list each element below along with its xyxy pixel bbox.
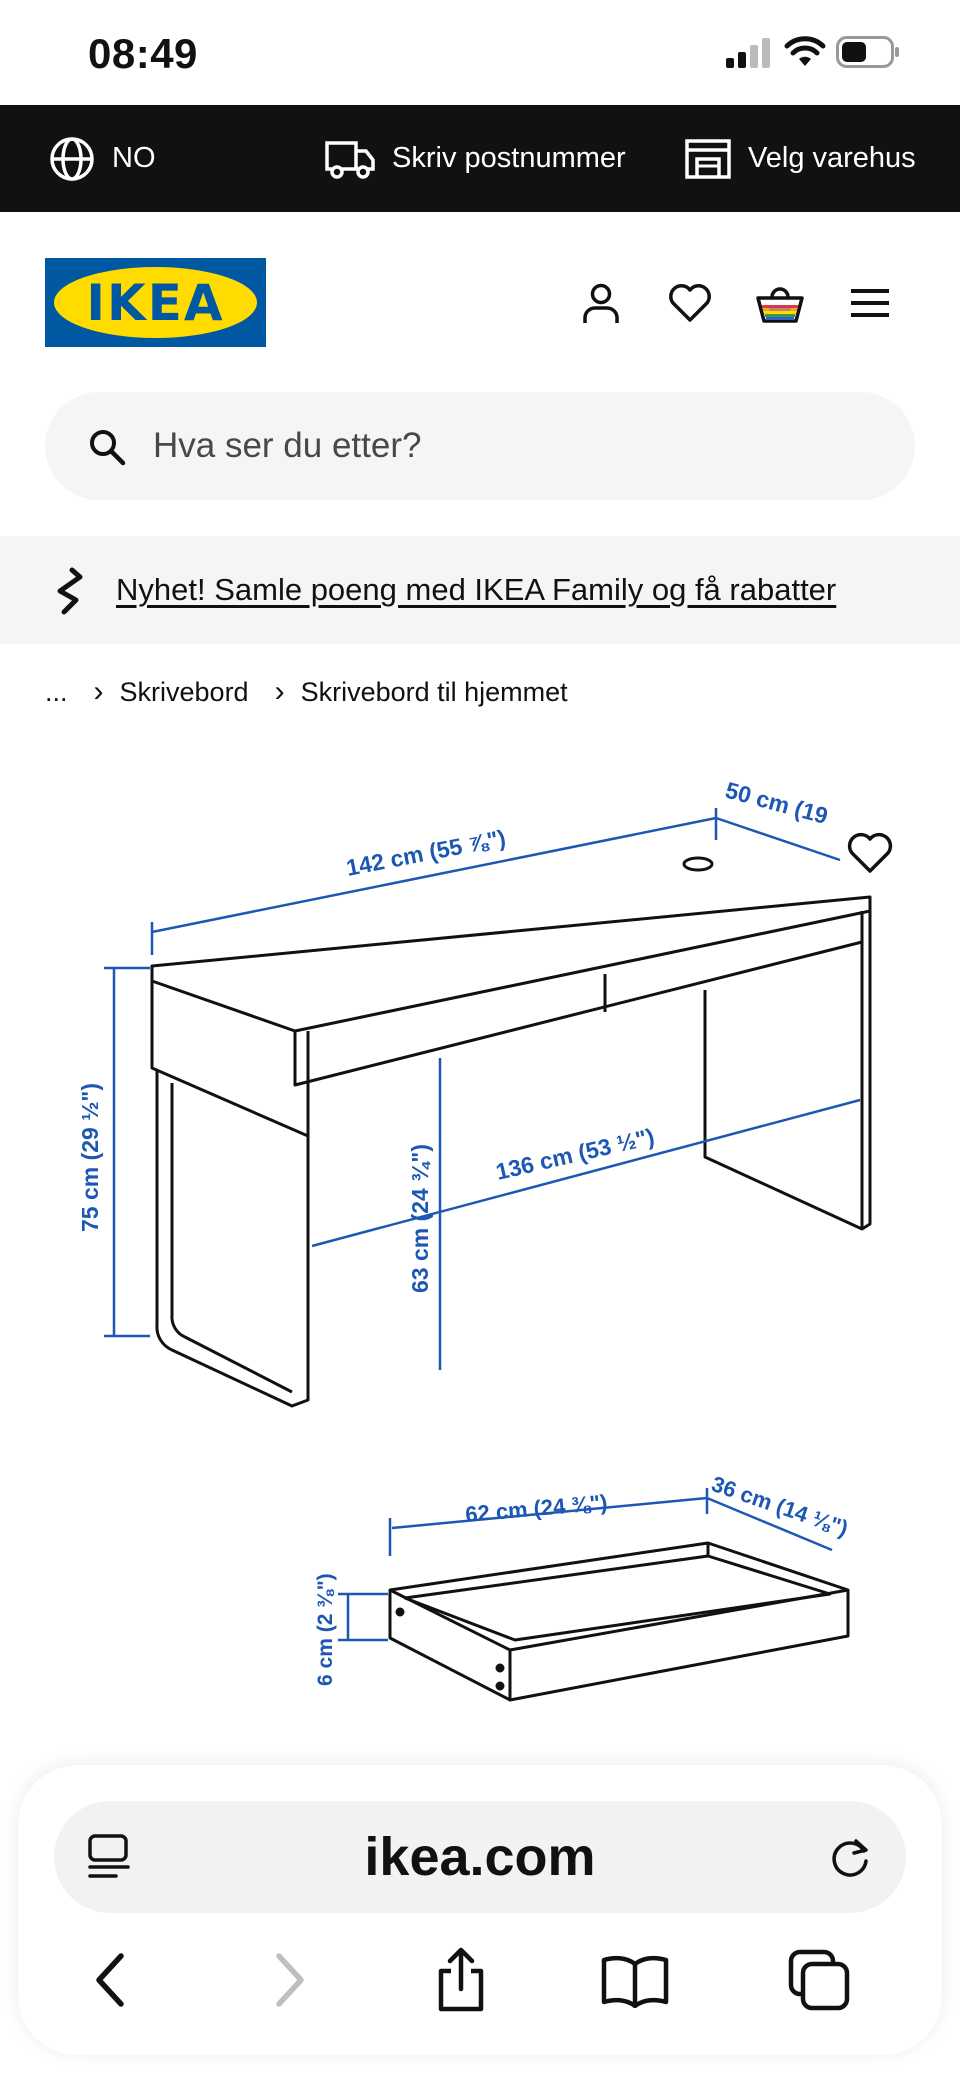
reload-icon[interactable] bbox=[826, 1833, 874, 1881]
dimension-desk-width: 142 cm (55 ⅞") bbox=[343, 824, 508, 881]
desk-right-panel bbox=[705, 911, 870, 1229]
bookmarks-button[interactable] bbox=[590, 1935, 680, 2025]
dimension-desk-height: 75 cm (29 ½") bbox=[77, 1083, 103, 1232]
back-button[interactable] bbox=[66, 1935, 156, 2025]
language-label: NO bbox=[112, 142, 156, 174]
site-header bbox=[0, 212, 960, 392]
product-dimension-image bbox=[0, 740, 960, 1740]
breadcrumb-item[interactable]: Skrivebord bbox=[119, 676, 249, 707]
url-text[interactable]: ikea.com bbox=[364, 1827, 596, 1887]
chevron-left-icon bbox=[91, 1952, 131, 2008]
signal-icon bbox=[726, 38, 770, 68]
truck-icon bbox=[324, 137, 376, 181]
language-selector[interactable] bbox=[48, 105, 156, 212]
wifi-icon bbox=[784, 36, 826, 68]
postcode-button[interactable] bbox=[324, 105, 626, 212]
forward-button[interactable] bbox=[244, 1935, 334, 2025]
dimension-drawer-width: 62 cm (24 ⅜") bbox=[464, 1489, 609, 1527]
status-time: 08:49 bbox=[88, 30, 198, 77]
breadcrumb-item[interactable]: Skrivebord til hjemmet bbox=[300, 676, 568, 707]
breadcrumb bbox=[45, 672, 568, 712]
chevron-right-icon: › bbox=[93, 675, 104, 708]
store-icon bbox=[684, 137, 732, 181]
drawer-drawing bbox=[390, 1543, 848, 1700]
dimension-knee-height: 63 cm (24 ¾") bbox=[407, 1144, 433, 1293]
postcode-label: Skriv postnummer bbox=[392, 142, 626, 174]
dimension-drawer-height: 6 cm (2 ⅜") bbox=[314, 1573, 337, 1686]
store-label: Velg varehus bbox=[748, 142, 916, 174]
profile-icon[interactable] bbox=[575, 277, 627, 329]
share-button[interactable] bbox=[416, 1935, 506, 2025]
favourites-icon[interactable] bbox=[664, 277, 716, 329]
cart-icon[interactable] bbox=[754, 277, 806, 329]
tabs-button[interactable] bbox=[774, 1935, 864, 2025]
promo-banner[interactable] bbox=[0, 536, 960, 644]
desk-top bbox=[152, 897, 870, 1031]
chevron-right-icon: › bbox=[274, 675, 285, 708]
desk-left-leg bbox=[157, 1031, 308, 1406]
battery-icon bbox=[836, 36, 900, 68]
tabs-icon bbox=[787, 1948, 851, 2012]
status-bar bbox=[0, 0, 960, 105]
breadcrumb-ellipsis[interactable]: ... bbox=[45, 676, 68, 707]
search-input[interactable]: Hva ser du etter? bbox=[153, 426, 422, 465]
menu-icon[interactable] bbox=[844, 277, 896, 329]
dimension-desk-depth: 50 cm (19 bbox=[722, 776, 831, 829]
globe-icon bbox=[48, 135, 96, 183]
book-icon bbox=[600, 1952, 670, 2008]
share-icon bbox=[433, 1947, 489, 2013]
search-bar[interactable] bbox=[45, 392, 915, 500]
desk-drawer-front bbox=[295, 911, 862, 1085]
top-info-bar bbox=[0, 105, 960, 212]
search-icon bbox=[87, 427, 127, 467]
family-icon bbox=[50, 566, 88, 616]
dimension-inner-width: 136 cm (53 ½") bbox=[493, 1123, 657, 1185]
store-button[interactable] bbox=[684, 105, 916, 212]
chevron-right-icon bbox=[269, 1952, 309, 2008]
browser-toolbar bbox=[18, 1765, 942, 2055]
add-to-favourites-icon[interactable] bbox=[844, 827, 896, 879]
promo-link[interactable]: Nyhet! Samle poeng med IKEA Family og få rabatter bbox=[116, 572, 837, 607]
address-bar[interactable] bbox=[54, 1801, 906, 1913]
dimension-drawer-depth: 36 cm (14 ⅛") bbox=[708, 1471, 852, 1542]
ikea-logo[interactable]: IKEA bbox=[45, 258, 266, 347]
